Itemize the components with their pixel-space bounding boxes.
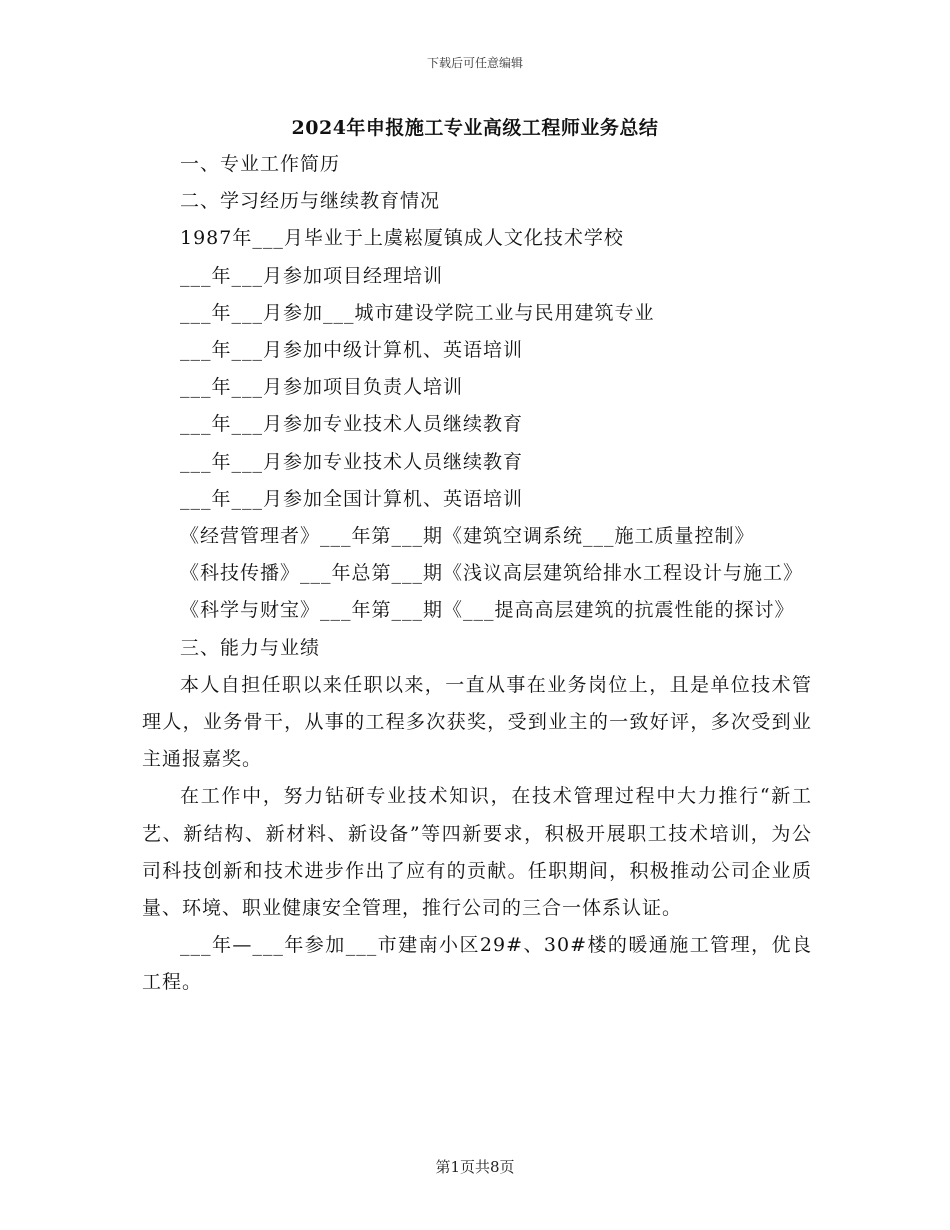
section-heading: 三、能力与业绩 [180, 636, 321, 659]
page-header: 下载后可任意编辑 [426, 56, 523, 70]
education-entry: ___年___月参加中级计算机、英语培训 [180, 339, 524, 362]
document-title: 2024年申报施工专业高级工程师业务总结 [291, 117, 659, 139]
publication-entry: 《经营管理者》___年第___期《建筑空调系统___施工质量控制》 [180, 525, 755, 548]
body-paragraph: 本人自担任职以来任职以来，一直从事在业务岗位上，且是单位技术管理人，业务骨干，从事的工程多次获奖，受到业主的一致好评，多次受到业主通报嘉奖。 [142, 673, 812, 771]
education-entry: ___年___月参加项目负责人培训 [180, 376, 464, 399]
education-entry: ___年___月参加专业技术人员继续教育 [180, 413, 524, 436]
document-body [142, 146, 812, 1002]
education-entry: 1987年___月毕业于上虞崧厦镇成人文化技术学校 [180, 227, 624, 250]
education-entry: ___年___月参加专业技术人员继续教育 [180, 450, 524, 473]
page-footer: 第1页共8页 [435, 1158, 515, 1176]
publication-entry: 《科学与财宝》___年第___期《___提高高层建筑的抗震性能的探讨》 [180, 599, 795, 622]
education-entry: ___年___月参加全国计算机、英语培训 [180, 487, 524, 510]
section-heading: 二、学习经历与继续教育情况 [180, 190, 441, 213]
section-heading: 一、专业工作简历 [180, 153, 341, 175]
body-paragraph: 在工作中，努力钻研专业技术知识，在技术管理过程中大力推行“新工艺、新结构、新材料、新设备”等四新要求，积极开展职工技术培训，为公司科技创新和技术进步作出了应有的贡献。任职期间，积极推动公司企业质量、环境、职业健康安全管理，推行公司的三合一体系认证。 [142, 785, 812, 920]
body-paragraph: ___年—___年参加___市建南小区29#、30#楼的暖通施工管理，优良工程。 [142, 934, 812, 994]
education-entry: ___年___月参加___城市建设学院工业与民用建筑专业 [180, 301, 655, 324]
education-entry: ___年___月参加项目经理培训 [180, 264, 444, 287]
publication-entry: 《科技传播》___年总第___期《浅议高层建筑给排水工程设计与施工》 [180, 562, 804, 585]
